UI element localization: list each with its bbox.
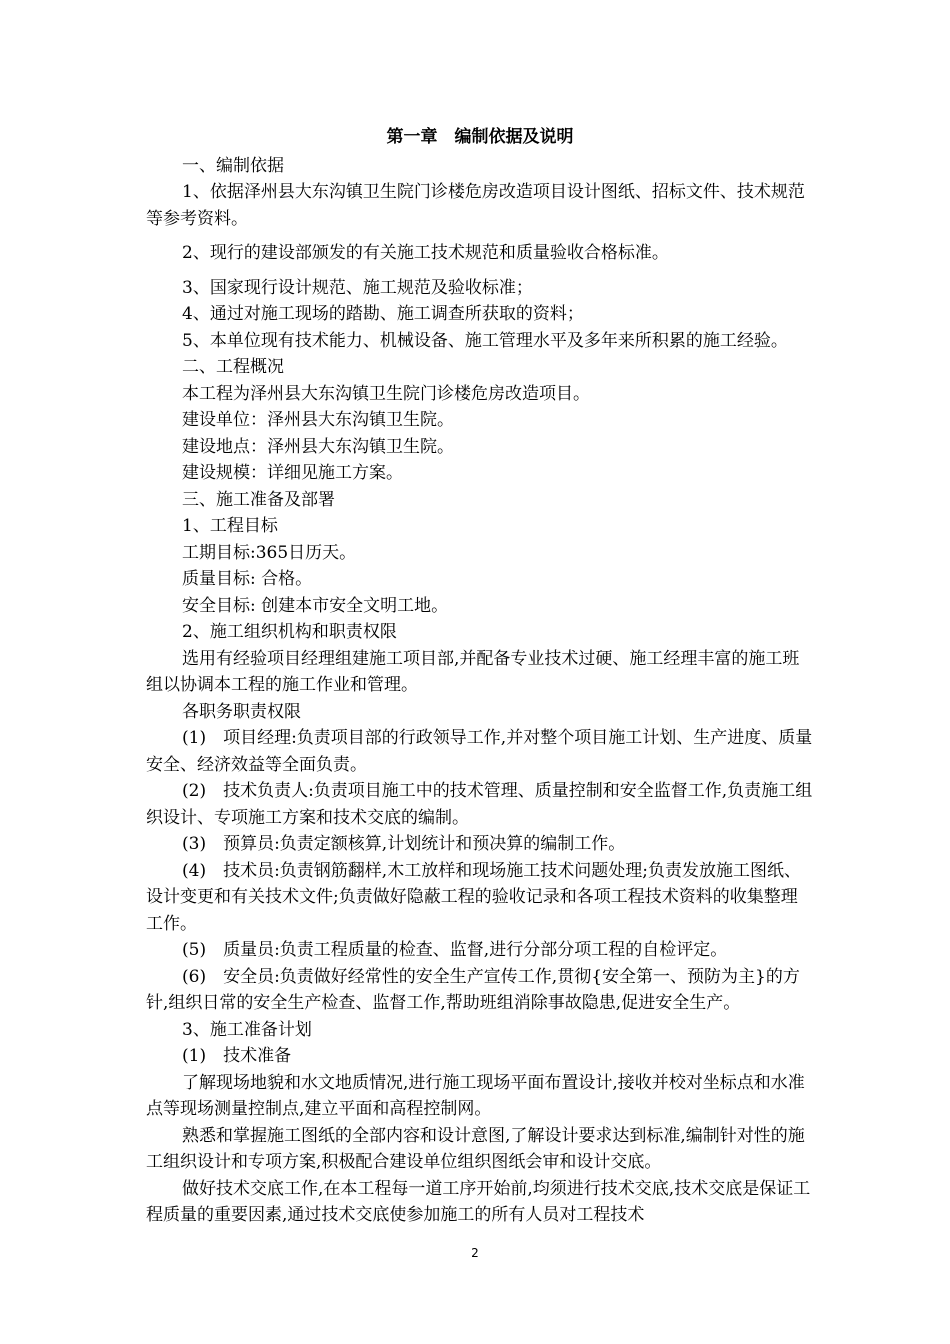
list-item: (2) 技术负责人:负责项目施工中的技术管理、质量控制和安全监督工作,负责施工组织设计、专项施工方案和技术交底的编制。 (146, 781, 813, 828)
paragraph: 各职务职责权限 (182, 701, 301, 722)
paragraph: 质量目标: 合格。 (182, 569, 313, 589)
paragraph: 3、国家现行设计规范、施工规范及验收标准； (182, 277, 533, 298)
paragraph: 建设地点：泽州县大东沟镇卫生院。 (182, 436, 454, 457)
page-number: 2 (471, 1246, 479, 1260)
paragraph: 安全目标: 创建本市安全文明工地。 (182, 595, 449, 616)
list-item: (4) 技术员:负责钢筋翻样,木工放样和现场施工技术问题处理;负责发放施工图纸、设计变更和有关技术文件;负责做好隐蔽工程的验收记录和各项工程技术资料的收集整理工作。 (146, 860, 801, 934)
subsection-heading: 2、施工组织机构和职责权限 (182, 622, 397, 642)
paragraph: 建设规模：详细见施工方案。 (182, 463, 403, 483)
paragraph: 1、依据泽州县大东沟镇卫生院门诊楼危房改造项目设计图纸、招标文件、技术规范等参考资料。 (146, 182, 805, 229)
paragraph: 建设单位：泽州县大东沟镇卫生院。 (182, 410, 454, 430)
paragraph: 2、现行的建设部颁发的有关施工技术规范和质量验收合格标准。 (182, 243, 669, 263)
paragraph: 本工程为泽州县大东沟镇卫生院门诊楼危房改造项目。 (182, 383, 590, 404)
paragraph: 工期目标:365日历天。 (182, 542, 357, 563)
section-heading: 三、施工准备及部署 (182, 489, 335, 510)
subsection-heading: 3、施工准备计划 (182, 1019, 312, 1040)
list-item: (1) 项目经理:负责项目部的行政领导工作,并对整个项目施工计划、生产进度、质量安全、经济效益等全面负责。 (146, 728, 813, 775)
paragraph: 选用有经验项目经理组建施工项目部,并配备专业技术过硬、施工经理丰富的施工班组以协调本工程的施工作业和管理。 (146, 648, 800, 695)
list-item: (6) 安全员:负责做好经常性的安全生产宣传工作,贯彻{安全第一、预防为主}的方针,组织日常的安全生产检查、监督工作,帮助班组消除事故隐患,促进安全生产。 (146, 966, 800, 1013)
subsection-heading: 1、工程目标 (182, 516, 278, 536)
paragraph: 4、通过对施工现场的踏勘、施工调查所获取的资料； (182, 304, 584, 324)
list-item: (5) 质量员:负责工程质量的检查、监督,进行分部分项工程的自检评定。 (182, 940, 728, 960)
list-item: (1) 技术准备 (182, 1046, 292, 1066)
list-item: (3) 预算员:负责定额核算,计划统计和预决算的编制工作。 (182, 834, 626, 854)
paragraph: 熟悉和掌握施工图纸的全部内容和设计意图,了解设计要求达到标准,编制针对性的施工组织设计和专项方案,积极配合建设单位组织图纸会审和设计交底。 (146, 1125, 805, 1172)
chapter-title: 第一章 编制依据及说明 (386, 127, 574, 147)
paragraph: 5、本单位现有技术能力、机械设备、施工管理水平及多年来所积累的施工经验。 (182, 330, 788, 351)
paragraph: 做好技术交底工作,在本工程每一道工序开始前,均须进行技术交底,技术交底是保证工程质量的重要因素,通过技术交底使参加施工的所有人员对工程技术 (146, 1178, 811, 1225)
section-heading: 二、工程概况 (182, 357, 284, 377)
document-body (146, 124, 814, 1229)
paragraph: 了解现场地貌和水文地质情况,进行施工现场平面布置设计,接收并校对坐标点和水准点等现场测量控制点,建立平面和高程控制网。 (146, 1072, 805, 1119)
section-heading: 一、编制依据 (182, 155, 284, 176)
